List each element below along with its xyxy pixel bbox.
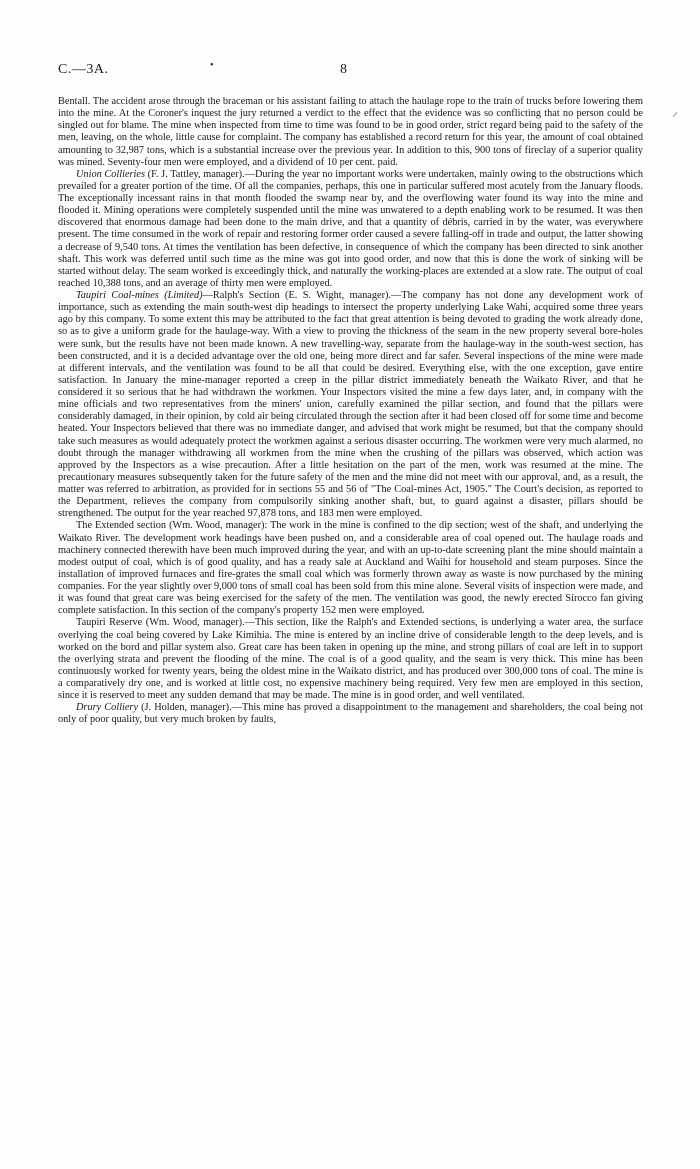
header-dot: • — [210, 60, 214, 71]
paragraph-text: (J. Holden, manager).—This mine has proved a disappointment to the management and shareholders, the coal being not only of poor quality, but very much broken by faults, — [58, 702, 643, 726]
paragraph-text: Taupiri Reserve (Wm. Wood, manager).—This section, like the Ralph's and Extended sections, is underlying a water area, the surface overlying the coal being covered by Lake Kimihia. The mine is entered by an incline drive of considerable length to the deep levels, and is worked on the bord and pillar system also. Great care has been taken in opening up the mine, and strong pillars of coal are left in to support the overlying strata and prevent the flooding of the mine. The coal is of a good quality, and the seam is very thick. This mine has been continuously worked for twenty years, being the oldest mine in the Waikato district, and has produced over 300,000 tons of coal. The mine is a comparatively dry one, and is worked at little cost, no expensive machinery being required. Very few men are employed in this section, since it is reserved to meet any sudden demand that may be made. The mine is in good order, and well ventilated. — [58, 617, 643, 702]
paragraph-union-collieries — [58, 169, 643, 290]
page-number: 8 — [340, 62, 347, 77]
margin-mark — [673, 112, 678, 117]
paragraph-drury-colliery — [58, 702, 643, 726]
paragraph-text: —Ralph's Section (E. S. Wight, manager).—The company has not done any development work of importance, such as extending the main south-west dip headings to intersect the property underlying Lake Wahi, acquired some three years ago by this company. To some extent this may be attributed to the fact that great attention is being devoted to grading the work already done, so as to give a uniform grade for the haulage-way. With a view to proving the thickness of the seam in the new property several bore-holes were sunk, but the results have not been made known. A new travelling-way, separate from the haulage-way in the south-west section, has been constructed, and it is a decided advantage over the old one, being more direct and far safer. Several inspections of the mine were made at different intervals, and the ventilation was found to be all that could be desired. Everything else, with the one exception, gave entire satisfaction. In January the mine-manager reported a creep in the pillar district immediately beneath the Waikato River, and that he considered it so serious that he had withdrawn the workmen. Your Inspectors visited the mine a few days later, and, in company with the mine officials and two representatives from the miners' union, carefully examined the pillar section, and found that the pillars were considerably damaged, in their opinion, by cold air being circulated through the section after it had been closed off for some time and become heated. Your Inspectors believed that there was no immediate danger, and advised that work might be resumed, but that the company should take such measures as would adequately protect the workmen against a serious disaster occurring. The workmen were very much alarmed, no doubt through the manager withdrawing all workmen from the mine when the crushing of the pillars was observed, which action was approved by the Inspectors as a wise precaution. After a little hesitation on the part of the men, work was resumed at the mine. The precautionary measures subsequently taken for the future safety of the men and the mine did not meet with our approval, and, as a result, the matter was referred to arbitration, as provided for in sections 55 and 56 of "The Coal-mines Act, 1905." The Court's decision, as reported to the Department, relieves the company from compulsorily sinking another shaft, but, to guard against a disaster, pillars should be strengthened. The output for the year reached 97,878 tons, and 183 men were employed. — [58, 290, 643, 520]
paragraph-taupiri-reserve — [58, 617, 643, 702]
paragraph-taupiri-coal-mines — [58, 290, 643, 520]
paragraph-text: The Extended section (Wm. Wood, manager): The work in the mine is confined to the dip section; west of the shaft, and underlying the Waikato River. The development work headings have been pushed on, and a considerable area of coal opened out. The haulage roads and machinery connected therewith have been much improved during the year, and with an up-to-date screening plant the mine should maintain a modest output of coal, which is of good quality, and has a ready sale at Auckland and Waihi for household and steam purposes. Since the installation of improved furnaces and fire-grates the small coal which was formerly thrown away as waste is now purchased by the mining companies. For the year slightly over 9,000 tons of small coal has been sold from this mine alone. Several visits of inspection were made, and it was found that great care was being exercised for the safety of the men. The ventilation was good, the newly erected Sirocco fan giving complete satisfaction. In this section of the company's property 152 men were employed. — [58, 520, 643, 617]
report-reference: C.—3A. — [58, 62, 109, 77]
paragraph-text: (F. J. Tattley, manager).—During the year no important works were undertaken, mainly owing to the obstructions which prevailed for a greater portion of the time. Of all the companies, perhaps, this one in particular suffered most acutely from the January floods. The exceptionally incessant rains in that month flooded the swamp near by, and the overflowing water found its way into the mine and flooded it. Mining operations were completely suspended until the mine was unwatered to a depth enabling work to be resumed. It was then discovered that enormous damage had been done to the main drive, and that a quantity of débris, carried in by the water, was everywhere present. The time consumed in the work of repair and restoring former order caused a severe falling-off in trade and output, the latter showing a decrease of 9,540 tons. At times the ventilation has been defective, in consequence of which the company has been directed to sink another shaft. This work was deferred until such time as the mine was got into good order, and now that this is done the work of sinking will be started without delay. The seam worked is exceedingly thick, and naturally the working-places are extended at a slow rate. The output of coal reached 10,388 tons, and an average of thirty men were employed. — [58, 168, 643, 289]
report-body — [58, 96, 643, 727]
paragraph-bentall — [58, 96, 643, 169]
paragraph-extended-section — [58, 520, 643, 617]
page-header — [58, 62, 643, 80]
paragraph-lead: Union Collieries — [76, 168, 145, 180]
paragraph-text: Bentall. The accident arose through the braceman or his assistant failing to attach the haulage rope to the train of trucks before lowering them into the mine. At the Coroner's inquest the jury returned a verdict to the effect that the evidence was so conflicting that no person could be singled out for blame. The mine when inspected from time to time was found to be in good order, strict regard being paid to the safety of the men, leaving, on the whole, little cause for complaint. The company has established a record return for this year, the amount of coal obtained amounting to 32,987 tons, which is a substantial increase over the previous year. In addition to this, 900 tons of fireclay of a superior quality was mined. Seventy-four men were employed, and a dividend of 10 per cent. paid. — [58, 96, 643, 168]
paragraph-lead: Drury Colliery — [76, 702, 139, 714]
paragraph-lead: Taupiri Coal-mines (Limited) — [76, 290, 203, 301]
